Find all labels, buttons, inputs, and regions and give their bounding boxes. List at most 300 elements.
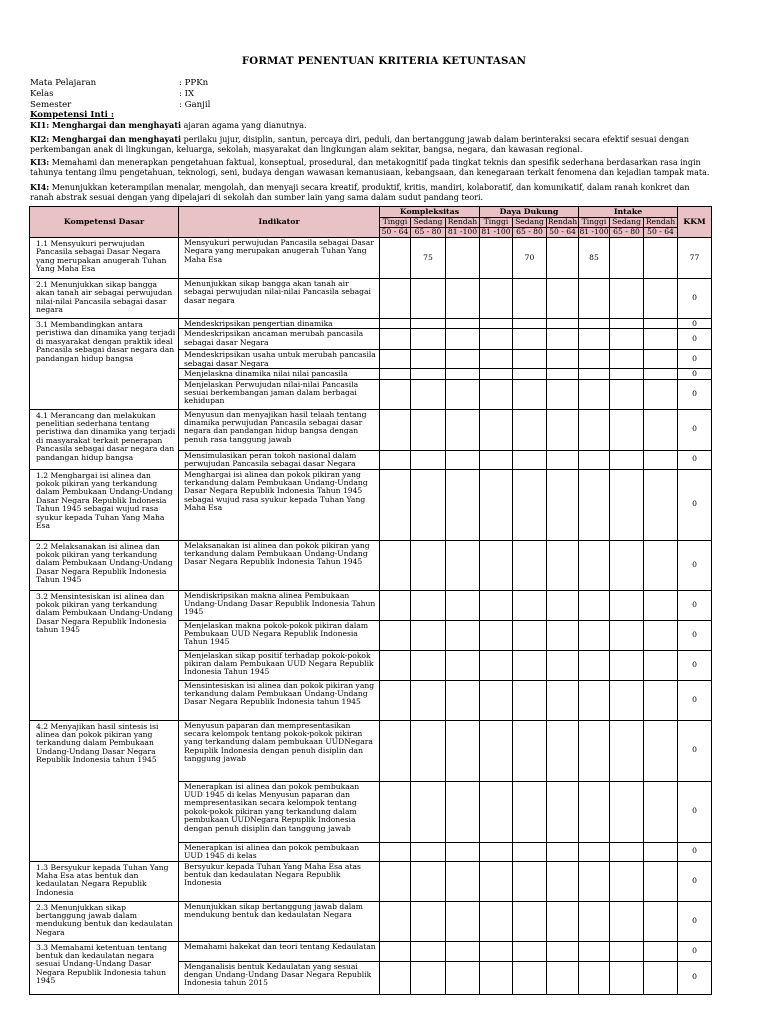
- score-cell: [513, 941, 547, 961]
- score-cell: [547, 680, 579, 720]
- indikator-cell: Menganalisis bentuk Kedaulatan yang sesuai dengan Undang-Undang Dasar Negara Republik Indonesia tahun 2015: [179, 961, 380, 994]
- score-cell: [380, 329, 411, 350]
- score-cell: [480, 329, 513, 350]
- kompetensi-dasar-cell: 1.3 Bersyukur kepada Tuhan Yang Maha Esa atas bentuk dan kedaulatan Negara Republik Indonesia: [30, 861, 179, 901]
- score-cell: [547, 861, 579, 901]
- ki-text: Memahami dan menerapkan pengetahuan faktual, konseptual, prosedural, dan metakognitif pada tingkat teknis dan spesifik sederhana berdasarkan rasa ingin tahunya tentang ilmu pengetahuan, teknologi, seni, budaya dengan wawasan kemanusiaan, kebangsaan, dan kenegaraan terkait fenomena dan kejadian tampak mata.: [30, 158, 710, 177]
- score-cell: [547, 329, 579, 350]
- table-row: [30, 319, 712, 329]
- kkm-cell: 0: [678, 650, 712, 680]
- score-cell: [513, 469, 547, 540]
- kkm-cell: 0: [678, 842, 712, 861]
- score-cell: [480, 379, 513, 409]
- score-cell: [480, 650, 513, 680]
- score-cell: [480, 901, 513, 941]
- score-cell: [411, 781, 446, 842]
- indikator-cell: Mensimulasikan peran tokoh nasional dalam perwujudan Pancasila sebagai dasar Negara: [179, 450, 380, 469]
- score-cell: 70: [513, 238, 547, 279]
- score-cell: [411, 620, 446, 650]
- score-cell: [446, 369, 480, 379]
- kompetensi-dasar-cell: 2.1 Menunjukkan sikap bangga akan tanah air sebagai perwujudan nilai-nilai Pancasila sebagai dasar negara: [30, 279, 179, 319]
- ki-label: KI3:: [30, 158, 50, 167]
- score-cell: 85: [579, 238, 610, 279]
- indikator-cell: Mensyukuri perwujudan Pancasila sebagai Dasar Negara yang merupakan anugerah Tuhan Yang Maha Esa: [179, 238, 380, 279]
- kkm-cell: 0: [678, 319, 712, 329]
- table-body: [30, 238, 712, 995]
- score-cell: [579, 620, 610, 650]
- kkm-cell: 77: [678, 238, 712, 279]
- score-cell: [644, 842, 678, 861]
- score-cell: [380, 350, 411, 369]
- score-cell: [513, 450, 547, 469]
- score-cell: [547, 842, 579, 861]
- score-cell: [644, 590, 678, 620]
- score-cell: [480, 961, 513, 994]
- score-cell: [547, 469, 579, 540]
- score-cell: [513, 279, 547, 319]
- score-cell: [644, 620, 678, 650]
- score-cell: [579, 590, 610, 620]
- subheader-level: Sedang: [513, 218, 547, 228]
- score-cell: [579, 350, 610, 369]
- score-cell: [547, 540, 579, 590]
- ki-label: KI2: Menghargai dan menghayati: [30, 134, 182, 144]
- table-row: [30, 720, 712, 781]
- score-cell: [411, 650, 446, 680]
- subheader-level: Tinggi: [480, 218, 513, 228]
- score-cell: [547, 901, 579, 941]
- score-cell: [547, 238, 579, 279]
- score-cell: [446, 279, 480, 319]
- table-row: [30, 901, 712, 941]
- score-cell: [513, 540, 547, 590]
- score-cell: [446, 350, 480, 369]
- score-cell: [380, 540, 411, 590]
- score-cell: [480, 590, 513, 620]
- score-cell: [579, 842, 610, 861]
- ki-text: perilaku jujur, disiplin, santun, percaya diri, peduli, dan bertanggung jawab dalam berinteraksi secara efektif sesuai dengan perkembangan anak di lingkungan, keluarga, sekolah, masyarakat dan lingkungan alam sekitar, bangsa, negara, dan kawasan regional.: [30, 135, 690, 154]
- score-cell: [579, 279, 610, 319]
- score-cell: [411, 319, 446, 329]
- score-cell: [513, 650, 547, 680]
- score-cell: [644, 781, 678, 842]
- score-cell: [480, 279, 513, 319]
- score-cell: [446, 901, 480, 941]
- score-cell: [610, 540, 644, 590]
- kkm-cell: 0: [678, 329, 712, 350]
- score-cell: [644, 861, 678, 901]
- subheader-range: 65 - 80: [610, 228, 644, 238]
- score-cell: [547, 450, 579, 469]
- kompetensi-dasar-cell: 3.1 Membandingkan antara peristiwa dan dinamika yang terjadi di masyarakat dengan praktik ideal Pancasila sebagai dasar negara dan pandangan hidup bangsa: [30, 319, 179, 410]
- score-cell: [579, 329, 610, 350]
- kkm-cell: 0: [678, 861, 712, 901]
- score-cell: [480, 680, 513, 720]
- score-cell: [480, 540, 513, 590]
- kompetensi-dasar-cell: 1.1 Mensyukuri perwujudan Pancasila sebagai Dasar Negara yang merupakan anugerah Tuhan Yang Maha Esa: [30, 238, 179, 279]
- score-cell: [579, 781, 610, 842]
- score-cell: [644, 279, 678, 319]
- score-cell: [579, 650, 610, 680]
- score-cell: [411, 450, 446, 469]
- score-cell: [446, 469, 480, 540]
- score-cell: [411, 350, 446, 369]
- score-cell: [610, 379, 644, 409]
- header-daya-dukung: Daya Dukung: [480, 207, 579, 218]
- score-cell: [610, 279, 644, 319]
- score-cell: [644, 961, 678, 994]
- kkm-cell: 0: [678, 469, 712, 540]
- score-cell: [480, 469, 513, 540]
- score-cell: [579, 941, 610, 961]
- score-cell: [411, 279, 446, 319]
- table-row: [30, 861, 712, 901]
- subheader-level: Sedang: [610, 218, 644, 228]
- score-cell: [579, 369, 610, 379]
- score-cell: [579, 901, 610, 941]
- meta-row-class: [30, 89, 210, 100]
- score-cell: [480, 350, 513, 369]
- ki-label: KI1: Menghargai dan menghayati: [30, 120, 182, 130]
- score-cell: [610, 238, 644, 279]
- subheader-range: 65 - 80: [513, 228, 547, 238]
- subheader-range: 81 -100: [446, 228, 480, 238]
- score-cell: [644, 369, 678, 379]
- score-cell: [411, 369, 446, 379]
- indikator-cell: Mendiskripsikan makna alinea Pembukaan Undang-Undang Dasar Republik Indonesia Tahun 1945: [179, 590, 380, 620]
- score-cell: [411, 842, 446, 861]
- meta-label: Kelas: [30, 89, 54, 99]
- score-cell: [380, 469, 411, 540]
- ki-3: [30, 158, 712, 181]
- score-cell: [547, 350, 579, 369]
- score-cell: [446, 450, 480, 469]
- meta-row-subject: [30, 78, 210, 89]
- subheader-level: Sedang: [411, 218, 446, 228]
- score-cell: [513, 842, 547, 861]
- score-cell: [480, 941, 513, 961]
- kkm-cell: 0: [678, 369, 712, 379]
- score-cell: [644, 319, 678, 329]
- score-cell: [411, 469, 446, 540]
- table-row: [30, 540, 712, 590]
- score-cell: [610, 409, 644, 450]
- document-title: FORMAT PENENTUAN KRITERIA KETUNTASAN: [241, 55, 527, 67]
- header-intake: Intake: [579, 207, 678, 218]
- score-cell: [411, 329, 446, 350]
- subheader-level: Rendah: [644, 218, 678, 228]
- meta-value: : PPKn: [179, 78, 209, 88]
- kompetensi-dasar-cell: 3.3 Memahami ketentuan tentang bentuk dan kedaulatan negara sesuai Undang-Undang Dasar Negara Republik Indonesia tahun 1945: [30, 941, 179, 994]
- indikator-cell: Menerapkan isi alinea dan pokok pembukaan UUD 1945 di kelas Menyusun paparan dan mempresentasikan secara kelompok tentang pokok-pokok pikiran yang terkandung dalam pembukaan UUDNegara Repuplik Indonesia dengan penuh disiplin dan tanggung jawab: [179, 781, 380, 842]
- subheader-range: 81 -100: [579, 227, 609, 237]
- score-cell: [547, 369, 579, 379]
- score-cell: [380, 842, 411, 861]
- score-cell: [644, 901, 678, 941]
- score-cell: [610, 350, 644, 369]
- table-row: [30, 469, 712, 540]
- header-indikator: Indikator: [179, 207, 380, 238]
- score-cell: [380, 650, 411, 680]
- score-cell: [513, 350, 547, 369]
- score-cell: 75: [411, 238, 446, 279]
- meta-value: : Ganjil: [179, 100, 211, 110]
- score-cell: [446, 238, 480, 279]
- score-cell: [380, 450, 411, 469]
- score-cell: [480, 720, 513, 781]
- score-cell: [411, 540, 446, 590]
- score-cell: [513, 720, 547, 781]
- score-cell: [446, 941, 480, 961]
- score-cell: [380, 941, 411, 961]
- indikator-cell: Mendeskripsikan ancaman merubah pancasila sebagai dasar Negara: [179, 329, 380, 350]
- score-cell: [644, 720, 678, 781]
- score-cell: [480, 369, 513, 379]
- kompetensi-dasar-cell: 1.2 Menghargai isi alinea dan pokok pikiran yang terkandung dalam Pembukaan Undang-Undang Dasar Negara Republik Indonesia Tahun 1945 sebagai wujud rasa syukur kepada Tuhan Yang Maha Esa: [30, 469, 179, 540]
- score-cell: [610, 369, 644, 379]
- score-cell: [547, 781, 579, 842]
- score-cell: [610, 590, 644, 620]
- indikator-cell: Menjelaskan Perwujudan nilai-nilai Pancasila sesuai berkembangan jaman dalam berbagai kehidupan: [179, 379, 380, 409]
- score-cell: [644, 941, 678, 961]
- table-row: [30, 590, 712, 620]
- score-cell: [380, 238, 411, 279]
- score-cell: [610, 329, 644, 350]
- score-cell: [446, 540, 480, 590]
- header-kompetensi-dasar: Kompetensi Dasar: [30, 207, 179, 238]
- kkm-cell: 0: [678, 901, 712, 941]
- score-cell: [411, 680, 446, 720]
- score-cell: [610, 861, 644, 901]
- score-cell: [547, 590, 579, 620]
- kompetensi-dasar-cell: 2.2 Melaksanakan isi alinea dan pokok pikiran yang terkandung dalam Pembukaan Undang-Undang Dasar Negara Republik Indonesia Tahun 1945: [30, 540, 179, 590]
- score-cell: [547, 961, 579, 994]
- score-cell: [547, 650, 579, 680]
- kompetensi-dasar-cell: 4.1 Merancang dan melakukan penelitian sederhana tentang peristiwa dan dinamika yang terjadi di masyarakat terkait penerapan Pancasila sebagai dasar negara dan pandangan hidup bangsa: [30, 409, 179, 469]
- score-cell: [610, 842, 644, 861]
- subheader-level: Rendah: [547, 217, 578, 227]
- score-cell: [610, 620, 644, 650]
- score-cell: [411, 720, 446, 781]
- meta-info: [30, 78, 210, 111]
- indikator-cell: Menjelaskan sikap positif terhadap pokok-pokok pikiran dalam Pembukaan UUD Negara Republik Indonesia Tahun 1945: [179, 650, 380, 680]
- score-cell: [411, 590, 446, 620]
- header-kompleksitas: Kompleksitas: [380, 207, 480, 218]
- score-cell: [446, 861, 480, 901]
- score-cell: [380, 961, 411, 994]
- ki-4: [30, 183, 712, 202]
- score-cell: [411, 861, 446, 901]
- score-cell: [644, 329, 678, 350]
- score-cell: [513, 329, 547, 350]
- score-cell: [610, 720, 644, 781]
- score-cell: [411, 379, 446, 409]
- indikator-cell: Mendeskripsikan usaha untuk merubah pancasila sebagai dasar Negara: [179, 350, 380, 369]
- score-cell: [547, 319, 579, 329]
- score-cell: [610, 961, 644, 994]
- ki-label: KI4:: [30, 182, 50, 192]
- score-cell: [579, 680, 610, 720]
- score-cell: [579, 469, 610, 540]
- kkm-cell: 0: [678, 379, 712, 409]
- score-cell: [480, 842, 513, 861]
- score-cell: [579, 450, 610, 469]
- indikator-cell: Mendeskripsikan pengertian dinamika: [179, 319, 380, 329]
- score-cell: [446, 319, 480, 329]
- indikator-cell: Bersyukur kepada Tuhan Yang Maha Esa atas bentuk dan kedaulatan Negara Republik Indonesia: [179, 861, 380, 901]
- score-cell: [644, 469, 678, 540]
- table-row: [30, 941, 712, 961]
- kompetensi-dasar-cell: 4.2 Menyajikan hasil sintesis isi alinea dan pokok pikiran yang terkandung dalam Pembukaan Undang-Undang Dasar Negara Republik Indonesia tahun 1945: [30, 720, 179, 861]
- score-cell: [380, 781, 411, 842]
- score-cell: [610, 450, 644, 469]
- score-cell: [547, 409, 579, 450]
- score-cell: [547, 941, 579, 961]
- score-cell: [380, 680, 411, 720]
- kkm-cell: 0: [678, 540, 712, 590]
- table-row: [30, 409, 712, 450]
- score-cell: [547, 379, 579, 409]
- kkm-cell: 0: [678, 620, 712, 650]
- score-cell: [513, 620, 547, 650]
- score-cell: [446, 781, 480, 842]
- header-kkm: KKM: [678, 207, 712, 238]
- score-cell: [380, 720, 411, 781]
- table-row: [30, 238, 712, 279]
- score-cell: [446, 590, 480, 620]
- kkm-cell: 0: [678, 450, 712, 469]
- score-cell: [513, 319, 547, 329]
- score-cell: [547, 279, 579, 319]
- score-cell: [446, 409, 480, 450]
- score-cell: [411, 941, 446, 961]
- subheader-range: 81 -100: [481, 227, 511, 237]
- ki-heading: Kompetensi Inti :: [30, 110, 115, 120]
- score-cell: [644, 450, 678, 469]
- table-row: [30, 279, 712, 319]
- score-cell: [446, 650, 480, 680]
- score-cell: [513, 590, 547, 620]
- score-cell: [380, 369, 411, 379]
- score-cell: [480, 781, 513, 842]
- indikator-cell: Melaksanakan isi alinea dan pokok pikiran yang terkandung dalam Pembukaan Undang-Undang Dasar Negara Republik Indonesia Tahun 1945: [179, 540, 380, 590]
- ki-text: ajaran agama yang dianutnya.: [181, 121, 307, 130]
- indikator-cell: Menjelaskna dinamika nilai nilai pancasila: [179, 369, 380, 379]
- score-cell: [610, 901, 644, 941]
- ki-1: [30, 121, 712, 131]
- score-cell: [547, 720, 579, 781]
- score-cell: [579, 379, 610, 409]
- score-cell: [610, 469, 644, 540]
- score-cell: [513, 961, 547, 994]
- indikator-cell: Menyusun paparan dan mempresentasikan secara kelompok tentang pokok-pokok pikiran yang terkandung dalam pembukaan UUDNegara Repuplik Indonesia dengan penuh disiplin dan tanggung jawab: [179, 720, 380, 781]
- indikator-cell: Menunjukkan sikap bertanggung jawab dalam mendukung bentuk dan kedaulatan Negara: [179, 901, 380, 941]
- score-cell: [446, 680, 480, 720]
- subheader-level: Tinggi: [579, 218, 610, 228]
- score-cell: [380, 279, 411, 319]
- score-cell: [411, 901, 446, 941]
- kkm-cell: 0: [678, 961, 712, 994]
- score-cell: [480, 409, 513, 450]
- score-cell: [644, 680, 678, 720]
- subheader-level: Rendah: [446, 218, 480, 228]
- score-cell: [380, 861, 411, 901]
- score-cell: [644, 238, 678, 279]
- score-cell: [644, 650, 678, 680]
- score-cell: [513, 379, 547, 409]
- score-cell: [513, 901, 547, 941]
- score-cell: [579, 720, 610, 781]
- indikator-cell: Memahami hakekat dan teori tentang Kedaulatan: [179, 941, 380, 961]
- score-cell: [547, 620, 579, 650]
- score-cell: [513, 369, 547, 379]
- indikator-cell: Menghargai isi alinea dan pokok pikiran yang terkandung dalam Pembukaan Undang-Undang Dasar Negara Republik Indonesia Tahun 1945 sebagai wujud rasa syukur kepada Tuhan Yang Maha Esa: [179, 469, 380, 540]
- kkm-cell: 0: [678, 680, 712, 720]
- score-cell: [513, 680, 547, 720]
- indikator-cell: Menyusun dan menyajikan hasil telaah tentang dinamika perwujudan Pancasila sebagai dasar negara dan pandangan hidup bangsa dengan penuh rasa tanggung jawab: [179, 409, 380, 450]
- score-cell: [480, 450, 513, 469]
- score-cell: [610, 680, 644, 720]
- score-cell: [644, 540, 678, 590]
- score-cell: [446, 329, 480, 350]
- kkm-cell: 0: [678, 409, 712, 450]
- ki-2: [30, 135, 712, 154]
- score-cell: [480, 319, 513, 329]
- score-cell: [610, 941, 644, 961]
- meta-value: : IX: [179, 89, 195, 99]
- score-cell: [380, 620, 411, 650]
- kkm-table: [29, 206, 712, 995]
- score-cell: [579, 961, 610, 994]
- kkm-cell: 0: [678, 720, 712, 781]
- score-cell: [644, 379, 678, 409]
- score-cell: [610, 650, 644, 680]
- score-cell: [380, 409, 411, 450]
- kkm-cell: 0: [678, 279, 712, 319]
- kkm-cell: 0: [678, 350, 712, 369]
- subheader-range: 65 - 80: [411, 228, 446, 238]
- kkm-cell: 0: [678, 781, 712, 842]
- score-cell: [513, 861, 547, 901]
- score-cell: [411, 409, 446, 450]
- score-cell: [480, 238, 513, 279]
- score-cell: [446, 842, 480, 861]
- score-cell: [446, 620, 480, 650]
- score-cell: [380, 590, 411, 620]
- score-cell: [513, 409, 547, 450]
- score-cell: [579, 540, 610, 590]
- meta-label: Semester: [30, 100, 72, 110]
- indikator-cell: Mensintesiskan isi alinea dan pokok pikiran yang terkandung dalam Pembukaan Undang-Undang Dasar Negara Republik Indonesia tahun 1945: [179, 680, 380, 720]
- score-cell: [480, 861, 513, 901]
- table-header-row: [30, 207, 712, 218]
- indikator-cell: Menerapkan isi alinea dan pokok pembukaan UUD 1945 di kelas: [179, 842, 380, 861]
- score-cell: [380, 379, 411, 409]
- score-cell: [579, 319, 610, 329]
- subheader-range: 50 - 64: [644, 228, 678, 238]
- score-cell: [380, 901, 411, 941]
- kkm-cell: 0: [678, 590, 712, 620]
- ki-text: Menunjukkan keterampilan menalar, mengolah, dan menyaji secara kreatif, produktif, kritis, mandiri, kolaboratif, dan komunikatif, dalam ranah konkret dan ranah abstrak sesuai dengan yang dipelajari di sekolah dan sumber lain yang sama dalam sudut pandang teori.: [30, 183, 690, 202]
- score-cell: [644, 350, 678, 369]
- score-cell: [513, 781, 547, 842]
- kompetensi-dasar-cell: 3.2 Mensintesiskan isi alinea dan pokok pikiran yang terkandung dalam Pembukaan Undang-Undang Dasar Negara Republik Indonesia tahun 1945: [30, 590, 179, 720]
- score-cell: [446, 961, 480, 994]
- score-cell: [380, 319, 411, 329]
- score-cell: [610, 319, 644, 329]
- subheader-level: Tinggi: [380, 218, 411, 228]
- indikator-cell: Menunjukkan sikap bangga akan tanah air sebagai perwujudan nilai-nilai Pancasila sebagai dasar negara: [179, 279, 380, 319]
